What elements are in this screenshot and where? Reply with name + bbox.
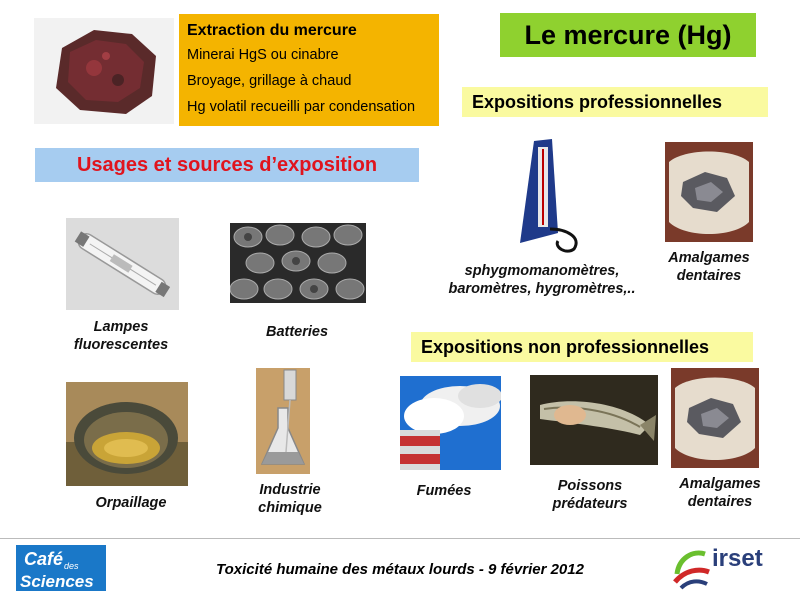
irset-logo-text: irset xyxy=(712,545,763,572)
footer-divider xyxy=(0,538,800,539)
svg-text:des: des xyxy=(64,561,79,571)
extraction-line: Hg volatil recueilli par condensation xyxy=(187,99,416,115)
cinnabar-ore-image xyxy=(34,18,174,124)
caption-line: Amalgames xyxy=(668,250,750,266)
dental-amalgam-image xyxy=(671,368,759,468)
caption-line: Industrie xyxy=(259,482,321,498)
predator-fish-caption xyxy=(530,477,650,513)
caption-line: prédateurs xyxy=(552,496,628,512)
smoke-chimney-image xyxy=(400,376,501,470)
caption-line: Amalgames xyxy=(679,476,761,492)
chemical-flask-image xyxy=(256,368,310,474)
caption-line: dentaires xyxy=(676,268,742,284)
predator-fish-image xyxy=(530,375,658,465)
dental-amalgam-image xyxy=(665,142,753,242)
chemical-industry-caption xyxy=(225,481,355,517)
batteries-caption xyxy=(232,323,362,341)
page-title: Le mercure (Hg) xyxy=(500,13,756,57)
extraction-title: Extraction du mercure xyxy=(187,22,357,39)
caption-line: Orpaillage xyxy=(95,495,167,511)
extraction-line: Broyage, grillage à chaud xyxy=(187,73,352,89)
caption-line: fluorescentes xyxy=(73,337,169,353)
caption-line: Lampes xyxy=(93,319,149,335)
cafe-des-sciences-logo xyxy=(14,543,108,593)
extraction-box xyxy=(179,14,439,126)
extraction-line: Minerai HgS ou cinabre xyxy=(187,47,339,63)
usages-heading: Usages et sources d’exposition xyxy=(35,148,419,182)
caption-line: Batteries xyxy=(265,324,329,340)
footer-text: Toxicité humaine des métaux lourds - 9 février 2012 xyxy=(216,561,584,578)
lamps-caption xyxy=(56,318,186,354)
caption-line: baromètres, hygromètres,.. xyxy=(448,281,636,297)
svg-text:Sciences: Sciences xyxy=(20,572,94,591)
smoke-caption xyxy=(386,482,502,500)
dental-amalgam-caption xyxy=(650,249,768,285)
batteries-image xyxy=(230,223,366,303)
fluorescent-lamp-image xyxy=(66,218,179,310)
sphygmomanometer-caption xyxy=(432,262,652,298)
non-professional-exposure-heading: Expositions non professionnelles xyxy=(411,332,753,362)
caption-line: Poissons xyxy=(557,478,623,494)
caption-line: chimique xyxy=(258,500,322,516)
caption-line: Fumées xyxy=(416,483,472,499)
sphygmomanometer-image xyxy=(506,137,586,255)
gold-panning-image xyxy=(66,382,188,486)
professional-exposure-heading: Expositions professionnelles xyxy=(462,87,768,117)
caption-line: dentaires xyxy=(687,494,753,510)
caption-line: sphygmomanomètres, xyxy=(464,263,620,279)
gold-panning-caption xyxy=(66,494,196,512)
dental-amalgam-caption xyxy=(660,475,780,511)
svg-text:Café: Café xyxy=(24,549,64,569)
